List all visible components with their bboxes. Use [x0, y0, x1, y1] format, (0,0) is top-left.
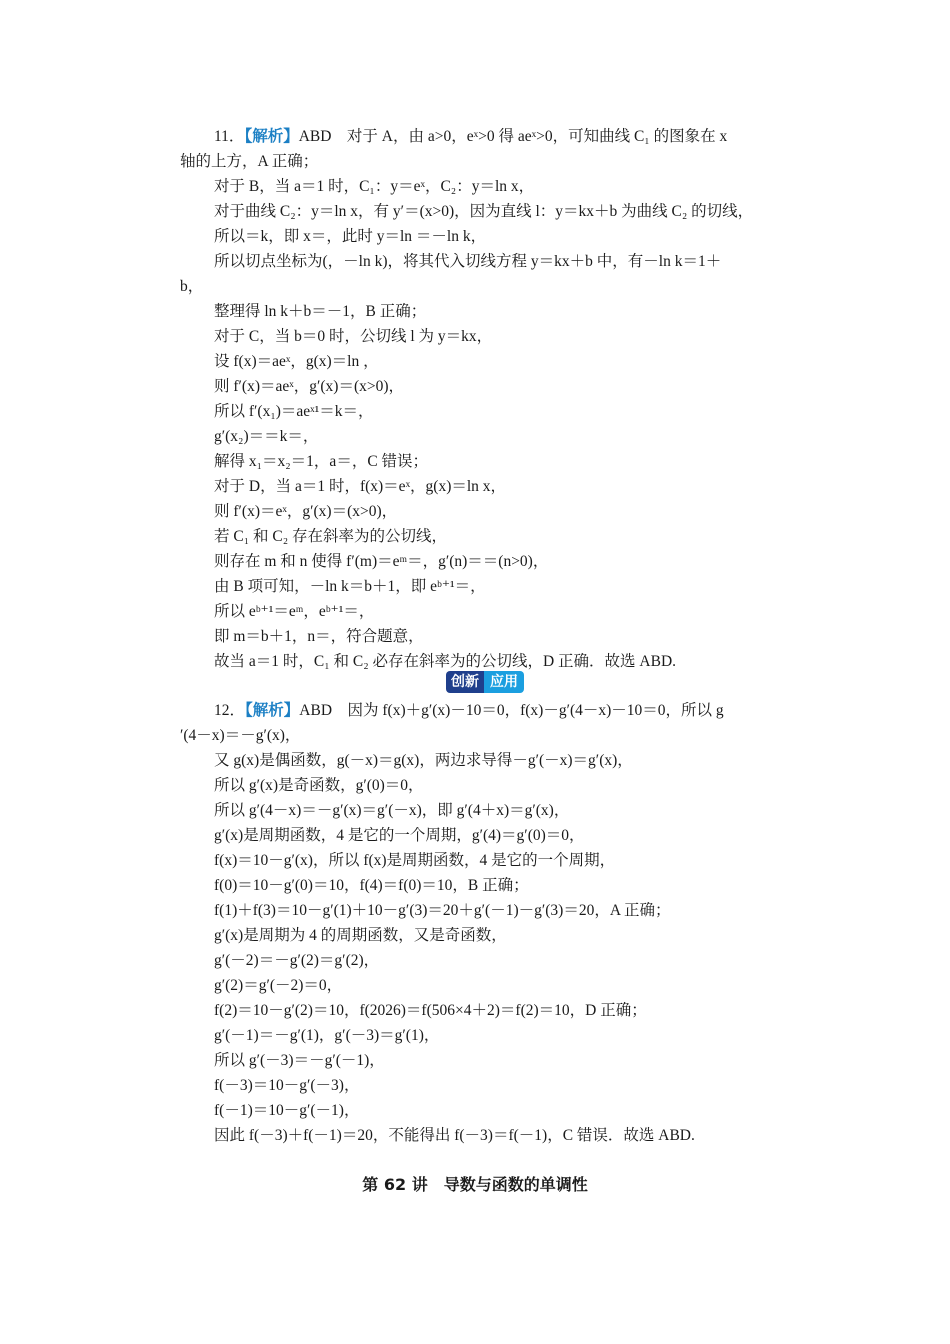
q11-line-10: 则 f′(x)＝aeˣ，g′(x)＝(x>0)，	[214, 378, 405, 395]
q12-line-7: f(0)＝10－g′(0)＝10，f(4)＝f(0)＝10，B 正确；	[214, 877, 529, 894]
q11-line-17: 则存在 m 和 n 使得 f′(m)＝eᵐ＝，g′(n)＝＝(n>0)，	[214, 553, 549, 570]
q12-line-13: g′(－1)＝－g′(1)，g′(－3)＝g′(1)，	[214, 1027, 440, 1044]
q11-line-7: 整理得 ln k＋b＝－1，B 正确；	[214, 303, 427, 320]
q12-line-16: f(－1)＝10－g′(－1)，	[214, 1102, 360, 1119]
q11-line-19: 所以 eᵇ⁺¹＝eᵐ，eᵇ⁺¹＝，	[214, 603, 375, 620]
q11-line-2: 对于 B，当 a＝1 时，C₁：y＝eˣ，C₂：y＝ln x，	[214, 178, 535, 195]
q12-line-3: 所以 g′(x)是奇函数，g′(0)＝0，	[214, 777, 424, 794]
q11-line-0: ABD 对于 A，由 a>0，eˣ>0 得 aeˣ>0，可知曲线 C₁ 的图象在 x	[298, 128, 728, 145]
q11-line-1: 轴的上方，A 正确；	[180, 153, 319, 170]
q12-line-0: ABD 因为 f(x)＋g′(x)－10＝0，f(x)－g′(4－x)－10＝0，所以 g	[299, 702, 724, 719]
q12-line-14: 所以 g′(－3)＝－g′(－1)，	[214, 1052, 385, 1069]
q12-line-11: g′(2)＝g′(－2)＝0，	[214, 977, 343, 994]
q11-line-4: 所以＝k，即 x＝，此时 y＝ln ＝－ln k，	[214, 228, 487, 245]
q11-first-line	[214, 127, 727, 147]
q12-line-17: 因此 f(－3)＋f(－1)＝20，不能得出 f(－3)＝f(－1)，C 错误．故选 ABD.	[214, 1127, 695, 1144]
q11-line-20: 即 m＝b＋1，n＝，符合题意，	[214, 628, 424, 645]
q11-line-11: 所以 f′(x₁)＝aeˣ¹＝k＝，	[214, 403, 374, 420]
badge-left-text: 创新	[446, 671, 484, 693]
q11-analysis-tag: 【解析】	[244, 128, 299, 145]
q12-line-15: f(－3)＝10－g′(－3)，	[214, 1077, 360, 1094]
q11-line-3: 对于曲线 C₂：y＝ln x，有 y′＝(x>0)，因为直线 l：y＝kx＋b 为曲线 C₂ 的切线，	[214, 203, 754, 220]
innovation-application-badge	[446, 671, 524, 693]
q12-line-9: g′(x)是周期为 4 的周期函数，又是奇函数，	[214, 927, 507, 944]
q12-line-10: g′(－2)＝－g′(2)＝g′(2)，	[214, 952, 380, 969]
q11-line-13: 解得 x₁＝x₂＝1，a＝，C 错误；	[214, 453, 429, 470]
q12-first-line	[214, 701, 724, 721]
section-title: 第 62 讲 导数与函数的单调性	[362, 1175, 588, 1194]
q11-line-21: 故当 a＝1 时，C₁ 和 C₂ 必存在斜率为的公切线，D 正确．故选 ABD.	[214, 653, 677, 670]
q11-line-9: 设 f(x)＝aeˣ，g(x)＝ln ，	[214, 353, 379, 370]
q12-line-5: g′(x)是周期函数，4 是它的一个周期，g′(4)＝g′(0)＝0，	[214, 827, 585, 844]
q11-number: 11．	[214, 128, 245, 145]
badge-right-text: 应用	[484, 671, 524, 693]
q12-number: 12．	[214, 702, 246, 719]
q11-line-14: 对于 D，当 a＝1 时，f(x)＝eˣ，g(x)＝ln x，	[214, 478, 507, 495]
q12-line-8: f(1)＋f(3)＝10－g′(1)＋10－g′(3)＝20＋g′(－1)－g′(3)＝20，A 正确；	[214, 902, 671, 919]
q11-line-5: 所以切点坐标为(，－ln k)，将其代入切线方程 y＝kx＋b 中，有－ln k＝1＋	[214, 253, 722, 270]
q12-line-1: ′(4－x)＝－g′(x)，	[180, 727, 301, 744]
q11-line-8: 对于 C，当 b＝0 时，公切线 l 为 y＝kx，	[214, 328, 493, 345]
q11-line-15: 则 f′(x)＝eˣ，g′(x)＝(x>0)，	[214, 503, 398, 520]
q11-line-6: b，	[180, 278, 204, 295]
q11-line-12: g′(x₂)＝＝k＝，	[214, 428, 319, 445]
q12-line-12: f(2)＝10－g′(2)＝10，f(2026)＝f(506×4＋2)＝f(2)＝10，D 正确；	[214, 1002, 647, 1019]
q12-line-2: 又 g(x)是偶函数，g(－x)＝g(x)，两边求导得－g′(－x)＝g′(x)，	[214, 752, 633, 769]
q12-line-6: f(x)＝10－g′(x)，所以 f(x)是周期函数，4 是它的一个周期，	[214, 852, 616, 869]
q12-line-4: 所以 g′(4－x)＝－g′(x)＝g′(－x)，即 g′(4＋x)＝g′(x)，	[214, 802, 570, 819]
q11-line-16: 若 C₁ 和 C₂ 存在斜率为的公切线，	[214, 528, 447, 545]
q12-analysis-tag: 【解析】	[245, 702, 300, 719]
q11-line-18: 由 B 项可知，－ln k＝b＋1，即 eᵇ⁺¹＝，	[214, 578, 486, 595]
